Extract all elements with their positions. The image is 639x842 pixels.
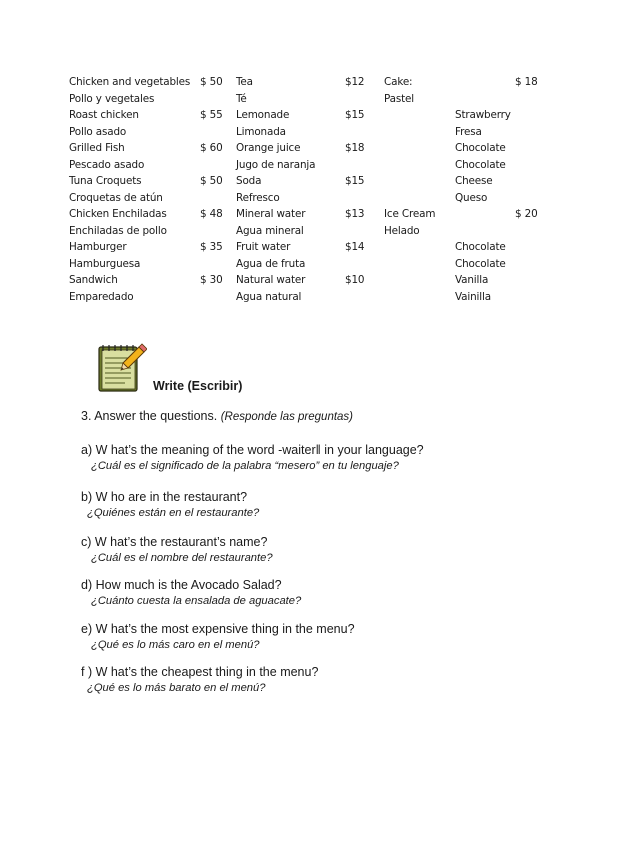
dessert-item: Pastel <box>384 92 415 105</box>
food-item: Croquetas de atún <box>69 191 163 204</box>
food-item: Roast chicken <box>69 109 139 121</box>
questions-intro-en: 3. Answer the questions. <box>81 409 218 423</box>
drink-item: Mineral water <box>236 208 306 220</box>
drink-item: Jugo de naranja <box>236 158 316 171</box>
question-es: ¿Qué es lo más barato en el menú? <box>87 682 266 694</box>
question-item <box>81 443 601 473</box>
food-price: $ 35 <box>200 241 223 253</box>
question-en: b) W ho are in the restaurant? <box>81 490 248 504</box>
notepad-pencil-icon <box>95 341 147 397</box>
menu-row <box>69 107 589 124</box>
drink-item: Orange juice <box>236 142 301 154</box>
question-item <box>81 535 601 565</box>
dessert-flavor: Vanilla <box>455 274 489 286</box>
drink-item: Limonada <box>236 125 286 138</box>
dessert-price: $ 20 <box>515 208 538 220</box>
food-item: Pollo asado <box>69 125 127 138</box>
menu-row <box>69 91 589 108</box>
dessert-flavor: Vainilla <box>455 290 491 303</box>
menu-row <box>69 206 589 223</box>
drink-item: Agua natural <box>236 290 302 303</box>
drink-item: Refresco <box>236 191 280 204</box>
food-price: $ 30 <box>200 274 223 286</box>
question-en: e) W hat’s the most expensive thing in the menu? <box>81 622 355 636</box>
drink-item: Tea <box>236 76 253 88</box>
food-item: Pollo y vegetales <box>69 92 155 105</box>
drink-item: Té <box>236 92 247 105</box>
question-es: ¿Cuál es el nombre del restaurante? <box>91 552 273 564</box>
drink-price: $12 <box>345 76 365 88</box>
dessert-flavor: Strawberry <box>455 109 511 121</box>
menu-row <box>69 124 589 141</box>
food-item: Chicken and vegetables <box>69 76 191 88</box>
question-item <box>81 578 601 608</box>
food-item: Sandwich <box>69 274 118 286</box>
questions-intro <box>81 409 353 423</box>
question-es: ¿Qué es lo más caro en el menú? <box>91 639 260 651</box>
food-item: Chicken Enchiladas <box>69 208 167 220</box>
dessert-flavor: Queso <box>455 191 488 204</box>
menu-row <box>69 289 589 306</box>
drink-price: $14 <box>345 241 365 253</box>
dessert-item: Cake: <box>384 76 413 88</box>
food-price: $ 55 <box>200 109 223 121</box>
question-es: ¿Cuánto cuesta la ensalada de aguacate? <box>91 595 302 607</box>
menu-row <box>69 190 589 207</box>
question-item <box>81 490 601 520</box>
question-es: ¿Quiénes están en el restaurante? <box>87 507 260 519</box>
dessert-item: Helado <box>384 224 420 237</box>
menu-row <box>69 223 589 240</box>
food-item: Hamburguesa <box>69 257 141 270</box>
drink-price: $15 <box>345 109 365 121</box>
dessert-price: $ 18 <box>515 76 538 88</box>
drink-price: $18 <box>345 142 365 154</box>
drink-item: Agua de fruta <box>236 257 306 270</box>
menu-row <box>69 272 589 289</box>
dessert-item: Ice Cream <box>384 208 436 220</box>
drink-item: Agua mineral <box>236 224 304 237</box>
dessert-flavor: Chocolate <box>455 257 506 270</box>
drink-item: Fruit water <box>236 241 291 253</box>
question-item <box>81 665 601 695</box>
menu-row <box>69 140 589 157</box>
food-item: Tuna Croquets <box>69 175 142 187</box>
menu-row <box>69 157 589 174</box>
food-price: $ 50 <box>200 175 223 187</box>
food-item: Enchiladas de pollo <box>69 224 167 237</box>
menu-row <box>69 239 589 256</box>
question-en: f ) W hat’s the cheapest thing in the menu? <box>81 665 319 679</box>
menu-row <box>69 256 589 273</box>
dessert-flavor: Chocolate <box>455 142 506 154</box>
dessert-flavor: Fresa <box>455 125 482 138</box>
question-item <box>81 622 601 652</box>
food-item: Pescado asado <box>69 158 145 171</box>
food-item: Grilled Fish <box>69 142 125 154</box>
drink-item: Lemonade <box>236 109 290 121</box>
dessert-flavor: Chocolate <box>455 158 506 171</box>
write-title: Write (Escribir) <box>153 379 243 393</box>
drink-item: Natural water <box>236 274 306 286</box>
write-section-header <box>95 341 275 397</box>
drink-price: $13 <box>345 208 365 220</box>
questions-intro-es: (Responde las preguntas) <box>220 411 354 423</box>
food-item: Hamburger <box>69 241 127 253</box>
food-price: $ 48 <box>200 208 223 220</box>
dessert-flavor: Chocolate <box>455 241 506 253</box>
drink-item: Soda <box>236 175 262 187</box>
question-en: d) How much is the Avocado Salad? <box>81 578 282 592</box>
question-en: a) W hat’s the meaning of the word -waiter‖ in your language? <box>81 443 424 457</box>
food-price: $ 50 <box>200 76 223 88</box>
drink-price: $15 <box>345 175 365 187</box>
food-item: Emparedado <box>69 290 134 303</box>
drink-price: $10 <box>345 274 365 286</box>
question-en: c) W hat’s the restaurant’s name? <box>81 535 268 549</box>
dessert-flavor: Cheese <box>455 175 493 187</box>
menu-row <box>69 173 589 190</box>
question-es: ¿Cuál es el significado de la palabra “mesero” en tu lenguaje? <box>91 460 399 472</box>
food-price: $ 60 <box>200 142 223 154</box>
menu-row <box>69 74 589 91</box>
